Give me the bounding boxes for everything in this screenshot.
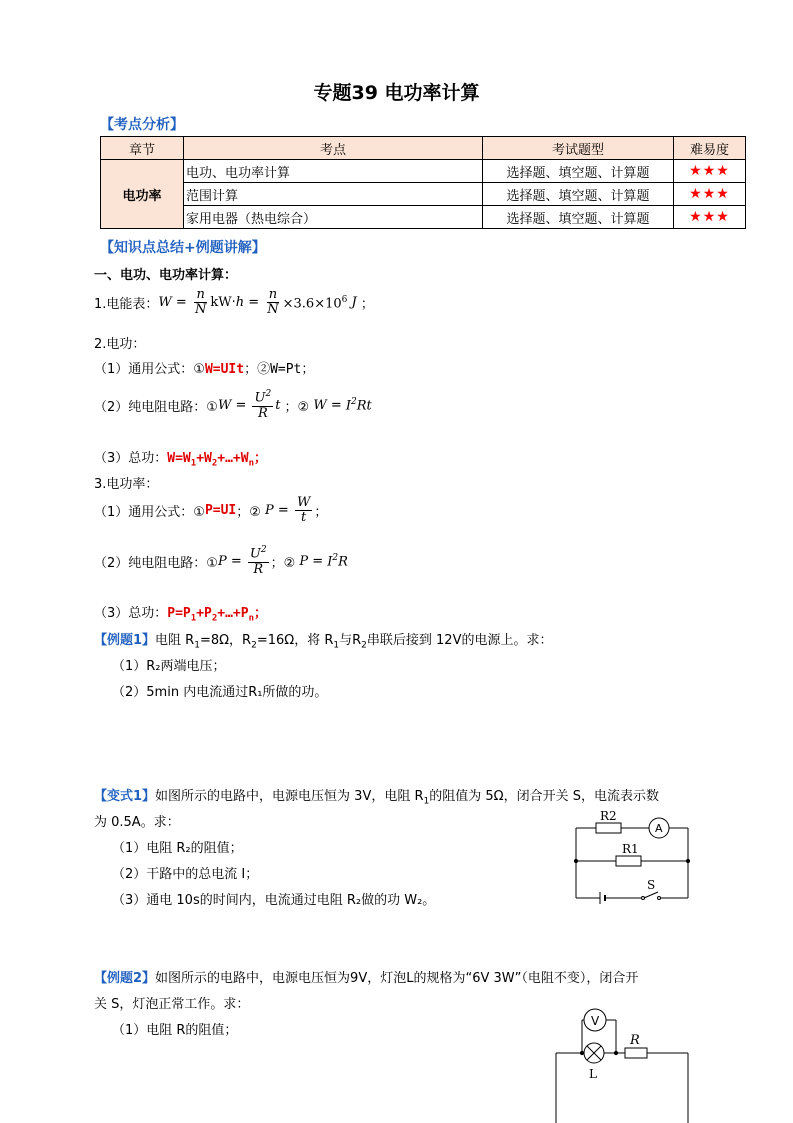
type-cell: 选择题、填空题、计算题 (483, 160, 674, 183)
example1-tag: 【例题1】 (94, 633, 156, 648)
example1-q1: （1）R₂两端电压； (112, 659, 226, 674)
power-pure-formula: （2）纯电阻电路：① P = $\frac{U^2}{R}$ ；② P = $I^2R$ (94, 545, 348, 577)
variant1-tag: 【变式1】 (94, 789, 156, 804)
example2-q1: （1）电阻 R的阻值； (112, 1023, 238, 1038)
type-cell: 选择题、填空题、计算题 (483, 206, 674, 229)
variant1-stem-line2: 为 0.5A。求： (94, 815, 180, 830)
switch-label: S (647, 878, 656, 892)
lamp-label: L (589, 1067, 597, 1081)
meter-label: 1.电能表： (94, 297, 159, 313)
table-row (101, 160, 746, 183)
variant1-circuit-diagram (570, 808, 694, 908)
example2-circuit-diagram (550, 1002, 695, 1123)
r-label: R (630, 1033, 640, 1048)
table-header-row (101, 137, 746, 160)
work-label: 2.电功： (94, 337, 146, 352)
power-general-formula: （1）通用公式：① P=UI ；② P = $\frac{W}{t}$ ； (94, 495, 328, 526)
section-knowledge: 【知识点总结+例题讲解】 (100, 240, 266, 256)
power-total-formula: （3）总功：$P=P_1+P_2+\dots+P_n$； (94, 606, 268, 624)
difficulty-stars: ★★★ (674, 160, 746, 183)
point-cell: 家用电器（热电综合） (184, 206, 483, 229)
header-type: 考试题型 (483, 137, 674, 160)
work-pure-formula: （2）纯电阻电路：① W = $\frac{U^2}{R}$ t ；② W = $I^2Rt$ (94, 389, 372, 421)
meter-formula: 1.电能表： W = $\frac{n}{N}$ kW · h = $\frac{n}{N}$ $\times 3.6\times 10^6$ J ； (94, 287, 374, 318)
section-exam-analysis: 【考点分析】 (100, 117, 184, 133)
header-chapter: 章节 (101, 137, 184, 160)
example1-q2: （2）5min 内电流通过R₁所做的功。 (112, 685, 328, 700)
difficulty-stars: ★★★ (674, 183, 746, 206)
exam-analysis-table (100, 136, 746, 229)
page-title: 专题39 电功率计算 (313, 82, 480, 104)
header-difficulty: 难易度 (674, 137, 746, 160)
power-label: 3.电功率： (94, 477, 159, 492)
work-total-formula: （3）总功：$W=W_1+W_2+\dots+W_n$； (94, 451, 268, 469)
work-general-formula: （1）通用公式：①W=UIt；②W=Pt； (94, 362, 315, 377)
table-row (101, 206, 746, 229)
variant1-stem: 【变式1】如图所示的电路中，电源电压恒为 3V，电阻 $R_1$的阻值为 5Ω，闭合开关 S，电流表示数 (94, 789, 659, 807)
table-row (101, 183, 746, 206)
formula-p-ui: P=UI (204, 503, 237, 519)
variant1-q2: （2）干路中的总电流 I； (112, 867, 259, 882)
header-point: 考点 (184, 137, 483, 160)
ammeter-label: A (655, 822, 663, 835)
variant1-q3: （3）通电 10s的时间内，电流通过电阻 R₂做的功 W₂。 (112, 893, 436, 908)
example2-tag: 【例题2】 (94, 971, 156, 986)
formula-w-uit: W=UIt (204, 362, 245, 377)
example1-stem: 【例题1】电阻 $R_1=8\Omega$，$R_2=16\Omega$，将 $R_1$与$R_2$串联后接到 12V的电源上。求： (94, 633, 553, 651)
heading-1: 一、电功、电功率计算： (94, 268, 238, 283)
voltmeter-label: V (591, 1014, 600, 1028)
point-cell: 范围计算 (184, 183, 483, 206)
r1-label: R1 (622, 842, 639, 856)
point-cell: 电功、电功率计算 (184, 160, 483, 183)
chapter-cell: 电功率 (101, 160, 184, 229)
example2-stem: 【例题2】如图所示的电路中，电源电压恒为9V，灯泡L的规格为“6V 3W”（电阻不变），闭合开 (94, 971, 639, 986)
type-cell: 选择题、填空题、计算题 (483, 183, 674, 206)
r2-label: R2 (600, 809, 617, 823)
variant1-q1: （1）电阻 R₂的阻值； (112, 841, 243, 856)
example2-stem-line2: 关 S，灯泡正常工作。求： (94, 997, 250, 1012)
difficulty-stars: ★★★ (674, 206, 746, 229)
